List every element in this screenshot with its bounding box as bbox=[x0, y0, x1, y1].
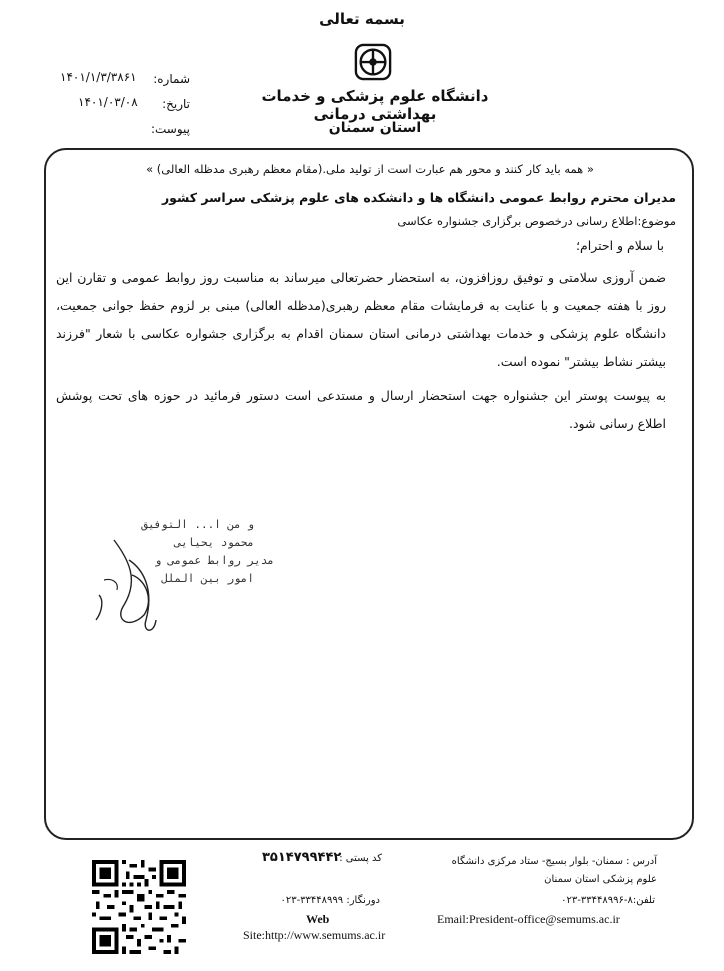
body-paragraph-1: ضمن آروزی سلامتی و توفیق روزافزون، به استحضار حضرتعالی میرساند به مناسبت روز روابط عمومی و تقارن این روز با هفته جمعیت و با عنایت به فرمایشات مقام معظم رهبری(مدظله العالی) مبنی بر لزوم حفظ جوانی جمعیت، دانشگاه علوم پزشکی و خدمات بهداشتی درمانی استان سمنان اقدام به برگزاری جشواره عکاسی با شعار "فرزند بیشتر نشاط بیشتر" نموده است. bbox=[56, 270, 666, 369]
body-paragraph-2: به پیوست پوستر این جشنواره جهت استحضار ارسال و مستدعی است دستور فرمائید در حوزه های تحت پوشش اطلاع رسانی شود. bbox=[56, 388, 666, 431]
postal-code-value: ۳۵۱۴۷۹۹۴۴۲ bbox=[262, 850, 342, 865]
footer-web-label: Web bbox=[306, 912, 330, 926]
top-title: بسمه تعالی bbox=[319, 10, 405, 28]
date-label: تاریخ: bbox=[162, 97, 190, 111]
handwritten-signature-icon bbox=[84, 520, 174, 640]
greeting: با سلام و احترام؛ bbox=[576, 238, 664, 253]
quote-line: « همه باید کار کنند و محور هم عبارت است از تولید ملی.(مقام معظم رهبری مدظله العالی) » bbox=[146, 162, 594, 176]
signature-line-2: محمود یحیایی bbox=[174, 536, 254, 549]
postal-code-label: کد پستی : bbox=[339, 853, 382, 864]
signature-line-3: مدیر روابط عمومی و bbox=[154, 554, 274, 567]
footer-email-link[interactable]: Email:President-office@semums.ac.ir bbox=[437, 912, 620, 926]
signature-line-1: و من ا... التوفیق bbox=[141, 518, 254, 531]
subject-line: موضوع:اطلاع رسانی درخصوص برگزاری جشنواره عکاسی bbox=[397, 214, 676, 228]
footer-fax: دورنگار: ۳۳۴۴۸۹۹۹-۰۲۳ bbox=[280, 895, 380, 906]
date-value: ۱۴۰۱/۰۳/۰۸ bbox=[78, 95, 138, 109]
footer-phone: تلفن:۸-۳۳۴۴۸۹۹۶-۰۲۳ bbox=[561, 895, 655, 906]
footer-site-link[interactable]: Site:http://www.semums.ac.ir bbox=[243, 928, 386, 942]
province-name: استان سمنان bbox=[328, 120, 422, 136]
signature-line-4: امور بین الملل bbox=[161, 572, 254, 585]
footer-address: آدرس : سمنان- بلوار بسیج- ستاد مرکزی دانشگاه علوم پزشکی استان سمنان bbox=[451, 856, 657, 885]
university-logo-icon bbox=[354, 43, 392, 81]
number-value: ۱۴۰۱/۱/۳/۳۸۶۱ bbox=[60, 70, 137, 84]
number-label: شماره: bbox=[153, 72, 190, 86]
attachment-label: پیوست: bbox=[150, 122, 190, 136]
recipients: مدیران محترم روابط عمومی دانشگاه ها و دانشکده های علوم پزشکی سراسر کشور bbox=[161, 190, 676, 205]
qr-code-icon[interactable] bbox=[92, 860, 186, 954]
university-name: دانشگاه علوم پزشکی و خدمات بهداشتی درمانی bbox=[261, 87, 489, 123]
